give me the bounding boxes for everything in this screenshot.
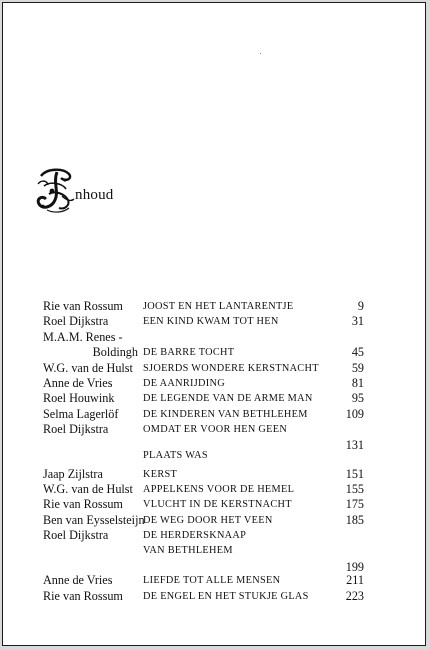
toc-author: Roel Dijkstra: [43, 528, 109, 543]
toc-author: Boldingh: [92, 345, 138, 360]
toc-row: [3, 467, 427, 482]
toc-author: Roel Dijkstra: [43, 314, 109, 329]
toc-title: EEN KIND KWAM TOT HEN: [143, 316, 279, 328]
toc-title: JOOST EN HET LANTARENTJE: [143, 301, 294, 312]
toc-row: [3, 422, 427, 437]
toc-author: Ben van Eysselsteijn: [43, 512, 145, 527]
toc-page-number: 199: [345, 560, 364, 575]
toc-row: [3, 482, 427, 497]
toc-author: Rie van Rossum: [43, 299, 123, 313]
print-speck: [260, 53, 261, 54]
toc-title: DE KINDEREN VAN BETHLEHEM: [143, 408, 308, 420]
contents-heading-text: nhoud: [75, 187, 114, 203]
toc-author: Selma Lagerlöf: [43, 406, 119, 421]
toc-page-number: 175: [345, 497, 364, 512]
toc-row: [3, 345, 427, 360]
toc-title: DE HERDERSKNAAP: [143, 530, 247, 542]
toc-row: [3, 391, 427, 406]
toc-page-number: 9: [357, 299, 364, 313]
toc-author: Rie van Rossum: [43, 588, 123, 603]
toc-page-number: 59: [351, 360, 364, 375]
toc-title: VLUCHT IN DE KERSTNACHT: [143, 499, 292, 511]
toc-row: [3, 528, 427, 543]
toc-author: Rie van Rossum: [43, 497, 123, 512]
toc-author: Anne de Vries: [43, 375, 113, 390]
toc-row: [3, 554, 427, 573]
book-page: [2, 2, 426, 646]
toc-page-number: 151: [345, 466, 364, 481]
table-of-contents: [3, 299, 427, 604]
toc-author: Anne de Vries: [43, 573, 113, 588]
toc-page-number: 81: [351, 375, 364, 390]
toc-title: DE ENGEL EN HET STUKJE GLAS: [143, 590, 309, 602]
toc-author: W.G. van de Hulst: [43, 360, 133, 375]
toc-row: [3, 299, 427, 314]
toc-author: W.G. van de Hulst: [43, 481, 133, 496]
toc-row: [3, 330, 427, 345]
toc-title: SJOERDS WONDERE KERSTNACHT: [143, 362, 319, 374]
toc-title: DE BARRE TOCHT: [143, 347, 235, 359]
toc-row: [3, 589, 427, 604]
toc-page-number: 131: [345, 437, 364, 452]
toc-row: [3, 437, 427, 452]
toc-row: [3, 407, 427, 422]
toc-page-number: 185: [345, 512, 364, 527]
toc-page-number: 45: [351, 345, 364, 360]
toc-title: OMDAT ER VOOR HEN GEEN: [143, 424, 288, 436]
toc-title: DE LEGENDE VAN DE ARME MAN: [143, 393, 313, 405]
toc-page-number: 211: [346, 573, 364, 588]
toc-title: KERST: [143, 468, 178, 480]
toc-row: [3, 314, 427, 329]
toc-page-number: 155: [345, 481, 364, 496]
toc-row: [3, 573, 427, 588]
toc-title: APPELKENS VOOR DE HEMEL: [143, 483, 295, 495]
toc-row: [3, 543, 427, 557]
toc-row: [3, 513, 427, 528]
toc-author: Roel Dijkstra: [43, 422, 109, 437]
toc-page-number: 95: [351, 391, 364, 406]
toc-page-number: 31: [351, 314, 364, 329]
toc-author: Jaap Zijlstra: [43, 466, 103, 481]
toc-title: PLAATS WAS: [143, 449, 208, 461]
toc-row: [3, 376, 427, 391]
toc-title: DE AANRIJDING: [143, 377, 225, 389]
toc-author: M.A.M. Renes -: [43, 329, 123, 344]
toc-row: [3, 497, 427, 512]
toc-page-number: 109: [345, 406, 364, 421]
ornamental-initial-icon: [35, 166, 75, 214]
toc-title: VAN BETHLEHEM: [143, 545, 233, 557]
toc-row: [3, 361, 427, 376]
toc-author: Roel Houwink: [43, 391, 115, 406]
toc-title: LIEFDE TOT ALLE MENSEN: [143, 575, 281, 587]
toc-row: [3, 448, 427, 467]
toc-title: DE WEG DOOR HET VEEN: [143, 514, 273, 526]
toc-page-number: 223: [345, 588, 364, 603]
